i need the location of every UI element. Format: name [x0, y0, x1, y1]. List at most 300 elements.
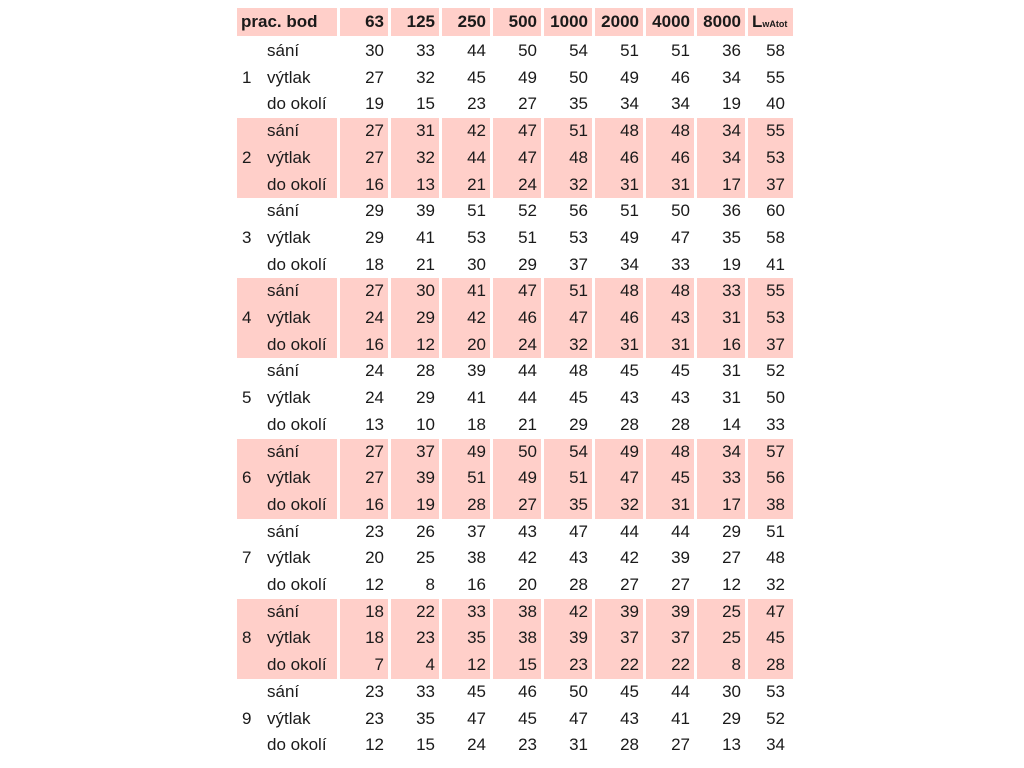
value-cell: 34 — [766, 735, 785, 755]
table-row — [237, 572, 793, 599]
header-freq: 63 — [365, 12, 384, 31]
value-cell: 45 — [671, 361, 690, 381]
value-cell: 24 — [365, 361, 384, 381]
value-cell: 30 — [416, 281, 435, 301]
table-row — [237, 252, 793, 279]
value-cell: 4 — [425, 655, 435, 675]
table-row — [237, 625, 793, 652]
value-cell: 18 — [365, 601, 384, 621]
value-cell: 58 — [766, 227, 785, 247]
header-freq: 8000 — [703, 12, 741, 31]
value-cell: 33 — [722, 468, 741, 488]
value-cell: 48 — [671, 121, 690, 141]
value-cell: 29 — [569, 414, 588, 434]
value-cell: 41 — [766, 254, 785, 274]
value-cell: 31 — [620, 174, 639, 194]
value-cell: 31 — [416, 121, 435, 141]
value-cell: 16 — [365, 174, 384, 194]
row-label: do okolí — [267, 735, 327, 755]
value-cell: 53 — [766, 147, 785, 167]
value-cell: 23 — [365, 708, 384, 728]
value-cell: 43 — [671, 308, 690, 327]
value-cell: 37 — [620, 628, 639, 648]
row-label: do okolí — [267, 94, 327, 114]
table-row — [237, 332, 793, 359]
value-cell: 48 — [620, 121, 639, 141]
row-label: do okolí — [267, 414, 327, 434]
value-cell: 48 — [766, 548, 785, 568]
value-cell: 42 — [620, 548, 639, 568]
value-cell: 8 — [425, 575, 435, 594]
value-cell: 23 — [569, 655, 588, 675]
value-cell: 28 — [416, 361, 435, 381]
value-cell: 41 — [671, 708, 690, 728]
value-cell: 17 — [722, 174, 741, 194]
row-label: výtlak — [267, 308, 311, 327]
value-cell: 40 — [766, 94, 785, 114]
value-cell: 27 — [518, 94, 537, 114]
row-label: výtlak — [267, 227, 311, 247]
value-cell: 27 — [365, 441, 384, 461]
row-label: výtlak — [267, 388, 311, 408]
row-label: výtlak — [267, 67, 311, 87]
value-cell: 24 — [467, 735, 486, 755]
value-cell: 32 — [766, 575, 785, 594]
row-label: sání — [267, 601, 300, 621]
value-cell: 53 — [766, 308, 785, 327]
row-label: sání — [267, 201, 300, 221]
value-cell: 48 — [569, 361, 588, 381]
table-row — [237, 492, 793, 519]
value-cell: 44 — [467, 41, 486, 60]
value-cell: 48 — [620, 281, 639, 301]
value-cell: 52 — [766, 708, 785, 728]
value-cell: 31 — [722, 388, 741, 408]
value-cell: 45 — [671, 468, 690, 488]
row-label: výtlak — [267, 147, 311, 167]
value-cell: 30 — [467, 254, 486, 274]
value-cell: 29 — [416, 388, 435, 408]
group-id: 7 — [242, 548, 252, 568]
value-cell: 15 — [416, 94, 435, 114]
value-cell: 50 — [766, 388, 785, 408]
value-cell: 19 — [365, 94, 384, 114]
value-cell: 51 — [467, 468, 486, 488]
table-row — [237, 278, 793, 305]
table-row — [237, 545, 793, 572]
value-cell: 14 — [722, 414, 741, 434]
value-cell: 27 — [620, 575, 639, 594]
group-id: 2 — [242, 147, 252, 167]
value-cell: 23 — [467, 94, 486, 114]
value-cell: 41 — [467, 388, 486, 408]
value-cell: 49 — [467, 441, 486, 461]
value-cell: 51 — [467, 201, 486, 221]
value-cell: 42 — [467, 121, 486, 141]
value-cell: 51 — [620, 201, 639, 221]
value-cell: 36 — [722, 41, 741, 60]
header-freq: 125 — [406, 12, 435, 31]
value-cell: 38 — [518, 628, 537, 648]
value-cell: 37 — [416, 441, 435, 461]
value-cell: 32 — [569, 174, 588, 194]
value-cell: 20 — [467, 334, 486, 354]
value-cell: 18 — [365, 628, 384, 648]
value-cell: 21 — [518, 414, 537, 434]
table-row — [237, 732, 793, 759]
value-cell: 60 — [766, 201, 785, 221]
table-row — [237, 412, 793, 439]
value-cell: 58 — [766, 41, 785, 60]
value-cell: 45 — [467, 681, 486, 701]
value-cell: 39 — [620, 601, 639, 621]
value-cell: 46 — [671, 67, 690, 87]
value-cell: 48 — [569, 147, 588, 167]
row-label: sání — [267, 681, 300, 701]
header-freq: 1000 — [550, 12, 588, 31]
group-id: 1 — [242, 67, 252, 87]
value-cell: 24 — [365, 308, 384, 327]
value-cell: 12 — [365, 735, 384, 755]
value-cell: 23 — [365, 681, 384, 701]
value-cell: 32 — [569, 334, 588, 354]
value-cell: 44 — [467, 147, 486, 167]
value-cell: 12 — [722, 575, 741, 594]
row-label: výtlak — [267, 548, 311, 568]
value-cell: 47 — [569, 521, 588, 541]
row-label: sání — [267, 521, 300, 541]
value-cell: 47 — [671, 227, 690, 247]
header-total-sub: wAtot — [762, 19, 788, 29]
value-cell: 24 — [518, 174, 537, 194]
value-cell: 22 — [620, 655, 639, 675]
value-cell: 19 — [722, 254, 741, 274]
value-cell: 25 — [416, 548, 435, 568]
value-cell: 33 — [671, 254, 690, 274]
table-row — [237, 305, 793, 332]
value-cell: 50 — [569, 67, 588, 87]
value-cell: 41 — [416, 227, 435, 247]
value-cell: 36 — [722, 201, 741, 221]
header-point: prac. bod — [241, 12, 318, 31]
value-cell: 24 — [518, 334, 537, 354]
value-cell: 29 — [722, 521, 741, 541]
value-cell: 54 — [569, 41, 588, 60]
value-cell: 53 — [467, 227, 486, 247]
row-label: sání — [267, 281, 300, 301]
value-cell: 34 — [620, 254, 639, 274]
value-cell: 12 — [467, 655, 486, 675]
value-cell: 47 — [518, 281, 537, 301]
value-cell: 35 — [722, 227, 741, 247]
value-cell: 55 — [766, 67, 785, 87]
value-cell: 34 — [620, 94, 639, 114]
value-cell: 48 — [671, 441, 690, 461]
value-cell: 37 — [467, 521, 486, 541]
row-label: výtlak — [267, 708, 311, 728]
value-cell: 46 — [518, 681, 537, 701]
table-row — [237, 679, 793, 706]
value-cell: 51 — [671, 41, 690, 60]
row-label: do okolí — [267, 254, 327, 274]
value-cell: 34 — [722, 441, 741, 461]
value-cell: 47 — [518, 121, 537, 141]
value-cell: 46 — [620, 308, 639, 327]
value-cell: 13 — [416, 174, 435, 194]
value-cell: 35 — [569, 494, 588, 514]
value-cell: 15 — [518, 655, 537, 675]
value-cell: 29 — [365, 201, 384, 221]
value-cell: 47 — [467, 708, 486, 728]
value-cell: 20 — [518, 575, 537, 594]
row-label: sání — [267, 441, 300, 461]
value-cell: 47 — [620, 468, 639, 488]
value-cell: 48 — [671, 281, 690, 301]
value-cell: 27 — [365, 147, 384, 167]
value-cell: 28 — [620, 414, 639, 434]
table-row — [237, 358, 793, 385]
header-row — [237, 8, 793, 36]
value-cell: 38 — [518, 601, 537, 621]
value-cell: 31 — [671, 174, 690, 194]
value-cell: 22 — [416, 601, 435, 621]
value-cell: 31 — [671, 494, 690, 514]
value-cell: 53 — [569, 227, 588, 247]
value-cell: 42 — [518, 548, 537, 568]
header-freq: 250 — [457, 12, 486, 31]
group-id: 8 — [242, 628, 252, 648]
value-cell: 23 — [365, 521, 384, 541]
value-cell: 44 — [620, 521, 639, 541]
value-cell: 43 — [620, 708, 639, 728]
table-row — [237, 38, 793, 65]
value-cell: 37 — [569, 254, 588, 274]
group-id: 6 — [242, 468, 252, 488]
value-cell: 29 — [365, 227, 384, 247]
value-cell: 13 — [365, 414, 384, 434]
value-cell: 29 — [518, 254, 537, 274]
value-cell: 27 — [365, 121, 384, 141]
value-cell: 39 — [569, 628, 588, 648]
value-cell: 33 — [416, 41, 435, 60]
row-label: sání — [267, 361, 300, 381]
value-cell: 29 — [722, 708, 741, 728]
row-label: výtlak — [267, 628, 311, 648]
table-row — [237, 385, 793, 412]
value-cell: 30 — [365, 41, 384, 60]
value-cell: 29 — [416, 308, 435, 327]
value-cell: 41 — [467, 281, 486, 301]
group-id: 9 — [242, 708, 252, 728]
value-cell: 43 — [620, 388, 639, 408]
value-cell: 43 — [569, 548, 588, 568]
value-cell: 28 — [569, 575, 588, 594]
value-cell: 20 — [365, 548, 384, 568]
value-cell: 13 — [722, 735, 741, 755]
value-cell: 45 — [620, 361, 639, 381]
value-cell: 49 — [518, 67, 537, 87]
value-cell: 31 — [569, 735, 588, 755]
value-cell: 31 — [722, 361, 741, 381]
value-cell: 28 — [620, 735, 639, 755]
value-cell: 51 — [569, 281, 588, 301]
row-label: sání — [267, 121, 300, 141]
value-cell: 28 — [671, 414, 690, 434]
value-cell: 33 — [766, 414, 785, 434]
value-cell: 27 — [671, 735, 690, 755]
group-id: 4 — [242, 308, 252, 327]
row-label: výtlak — [267, 468, 311, 488]
table-row — [237, 706, 793, 733]
value-cell: 52 — [518, 201, 537, 221]
row-label: do okolí — [267, 575, 327, 594]
value-cell: 8 — [731, 655, 741, 675]
value-cell: 55 — [766, 121, 785, 141]
value-cell: 55 — [766, 281, 785, 301]
value-cell: 37 — [766, 174, 785, 194]
value-cell: 7 — [374, 655, 384, 675]
value-cell: 47 — [569, 708, 588, 728]
header-total-main: L — [752, 12, 763, 31]
value-cell: 27 — [518, 494, 537, 514]
value-cell: 45 — [620, 681, 639, 701]
table-row — [237, 65, 793, 92]
value-cell: 27 — [365, 468, 384, 488]
value-cell: 53 — [766, 681, 785, 701]
value-cell: 38 — [766, 494, 785, 514]
value-cell: 47 — [518, 147, 537, 167]
table-row — [237, 172, 793, 199]
value-cell: 39 — [671, 601, 690, 621]
value-cell: 32 — [416, 147, 435, 167]
value-cell: 12 — [365, 575, 384, 594]
row-label: do okolí — [267, 334, 327, 354]
value-cell: 39 — [671, 548, 690, 568]
value-cell: 46 — [620, 147, 639, 167]
value-cell: 27 — [722, 548, 741, 568]
value-cell: 30 — [722, 681, 741, 701]
row-label: do okolí — [267, 655, 327, 675]
table-row — [237, 652, 793, 679]
value-cell: 51 — [766, 521, 785, 541]
value-cell: 28 — [766, 655, 785, 675]
value-cell: 38 — [467, 548, 486, 568]
value-cell: 39 — [467, 361, 486, 381]
value-cell: 43 — [518, 521, 537, 541]
table-row — [237, 599, 793, 626]
value-cell: 35 — [416, 708, 435, 728]
value-cell: 45 — [569, 388, 588, 408]
value-cell: 52 — [766, 361, 785, 381]
table-row — [237, 465, 793, 492]
value-cell: 34 — [671, 94, 690, 114]
value-cell: 44 — [671, 681, 690, 701]
header-freq: 500 — [508, 12, 537, 31]
value-cell: 54 — [569, 441, 588, 461]
table-row — [237, 118, 793, 145]
value-cell: 43 — [671, 388, 690, 408]
value-cell: 19 — [416, 494, 435, 514]
header-freq: 4000 — [652, 12, 690, 31]
value-cell: 35 — [467, 628, 486, 648]
value-cell: 24 — [365, 388, 384, 408]
value-cell: 25 — [722, 601, 741, 621]
value-cell: 51 — [518, 227, 537, 247]
table-row — [237, 91, 793, 118]
value-cell: 21 — [467, 174, 486, 194]
value-cell: 49 — [620, 67, 639, 87]
value-cell: 42 — [569, 601, 588, 621]
table-row — [237, 225, 793, 252]
value-cell: 50 — [518, 441, 537, 461]
value-cell: 49 — [518, 468, 537, 488]
row-label: do okolí — [267, 174, 327, 194]
value-cell: 28 — [467, 494, 486, 514]
group-id: 5 — [242, 388, 252, 408]
value-cell: 32 — [416, 67, 435, 87]
value-cell: 31 — [620, 334, 639, 354]
value-cell: 16 — [467, 575, 486, 594]
group-id: 3 — [242, 227, 252, 247]
value-cell: 46 — [518, 308, 537, 327]
value-cell: 57 — [766, 441, 785, 461]
value-cell: 45 — [518, 708, 537, 728]
value-cell: 10 — [416, 414, 435, 434]
value-cell: 33 — [722, 281, 741, 301]
value-cell: 31 — [722, 308, 741, 327]
value-cell: 16 — [365, 334, 384, 354]
value-cell: 49 — [620, 227, 639, 247]
table-row — [237, 519, 793, 546]
value-cell: 34 — [722, 147, 741, 167]
value-cell: 44 — [518, 361, 537, 381]
value-cell: 16 — [365, 494, 384, 514]
value-cell: 33 — [416, 681, 435, 701]
value-cell: 27 — [365, 281, 384, 301]
table-row — [237, 198, 793, 225]
value-cell: 47 — [766, 601, 785, 621]
value-cell: 37 — [671, 628, 690, 648]
value-cell: 49 — [620, 441, 639, 461]
value-cell: 22 — [671, 655, 690, 675]
value-cell: 18 — [467, 414, 486, 434]
value-cell: 25 — [722, 628, 741, 648]
value-cell: 47 — [569, 308, 588, 327]
value-cell: 27 — [365, 67, 384, 87]
value-cell: 50 — [569, 681, 588, 701]
value-cell: 12 — [416, 334, 435, 354]
value-cell: 50 — [518, 41, 537, 60]
table-row — [237, 145, 793, 172]
value-cell: 34 — [722, 121, 741, 141]
table-row — [237, 439, 793, 466]
value-cell: 44 — [518, 388, 537, 408]
value-cell: 17 — [722, 494, 741, 514]
value-cell: 15 — [416, 735, 435, 755]
value-cell: 23 — [518, 735, 537, 755]
value-cell: 34 — [722, 67, 741, 87]
value-cell: 51 — [569, 121, 588, 141]
value-cell: 46 — [671, 147, 690, 167]
header-total — [752, 8, 787, 36]
value-cell: 26 — [416, 521, 435, 541]
value-cell: 19 — [722, 94, 741, 114]
value-cell: 50 — [671, 201, 690, 221]
value-cell: 39 — [416, 201, 435, 221]
value-cell: 23 — [416, 628, 435, 648]
value-cell: 37 — [766, 334, 785, 354]
header-freq: 2000 — [601, 12, 639, 31]
